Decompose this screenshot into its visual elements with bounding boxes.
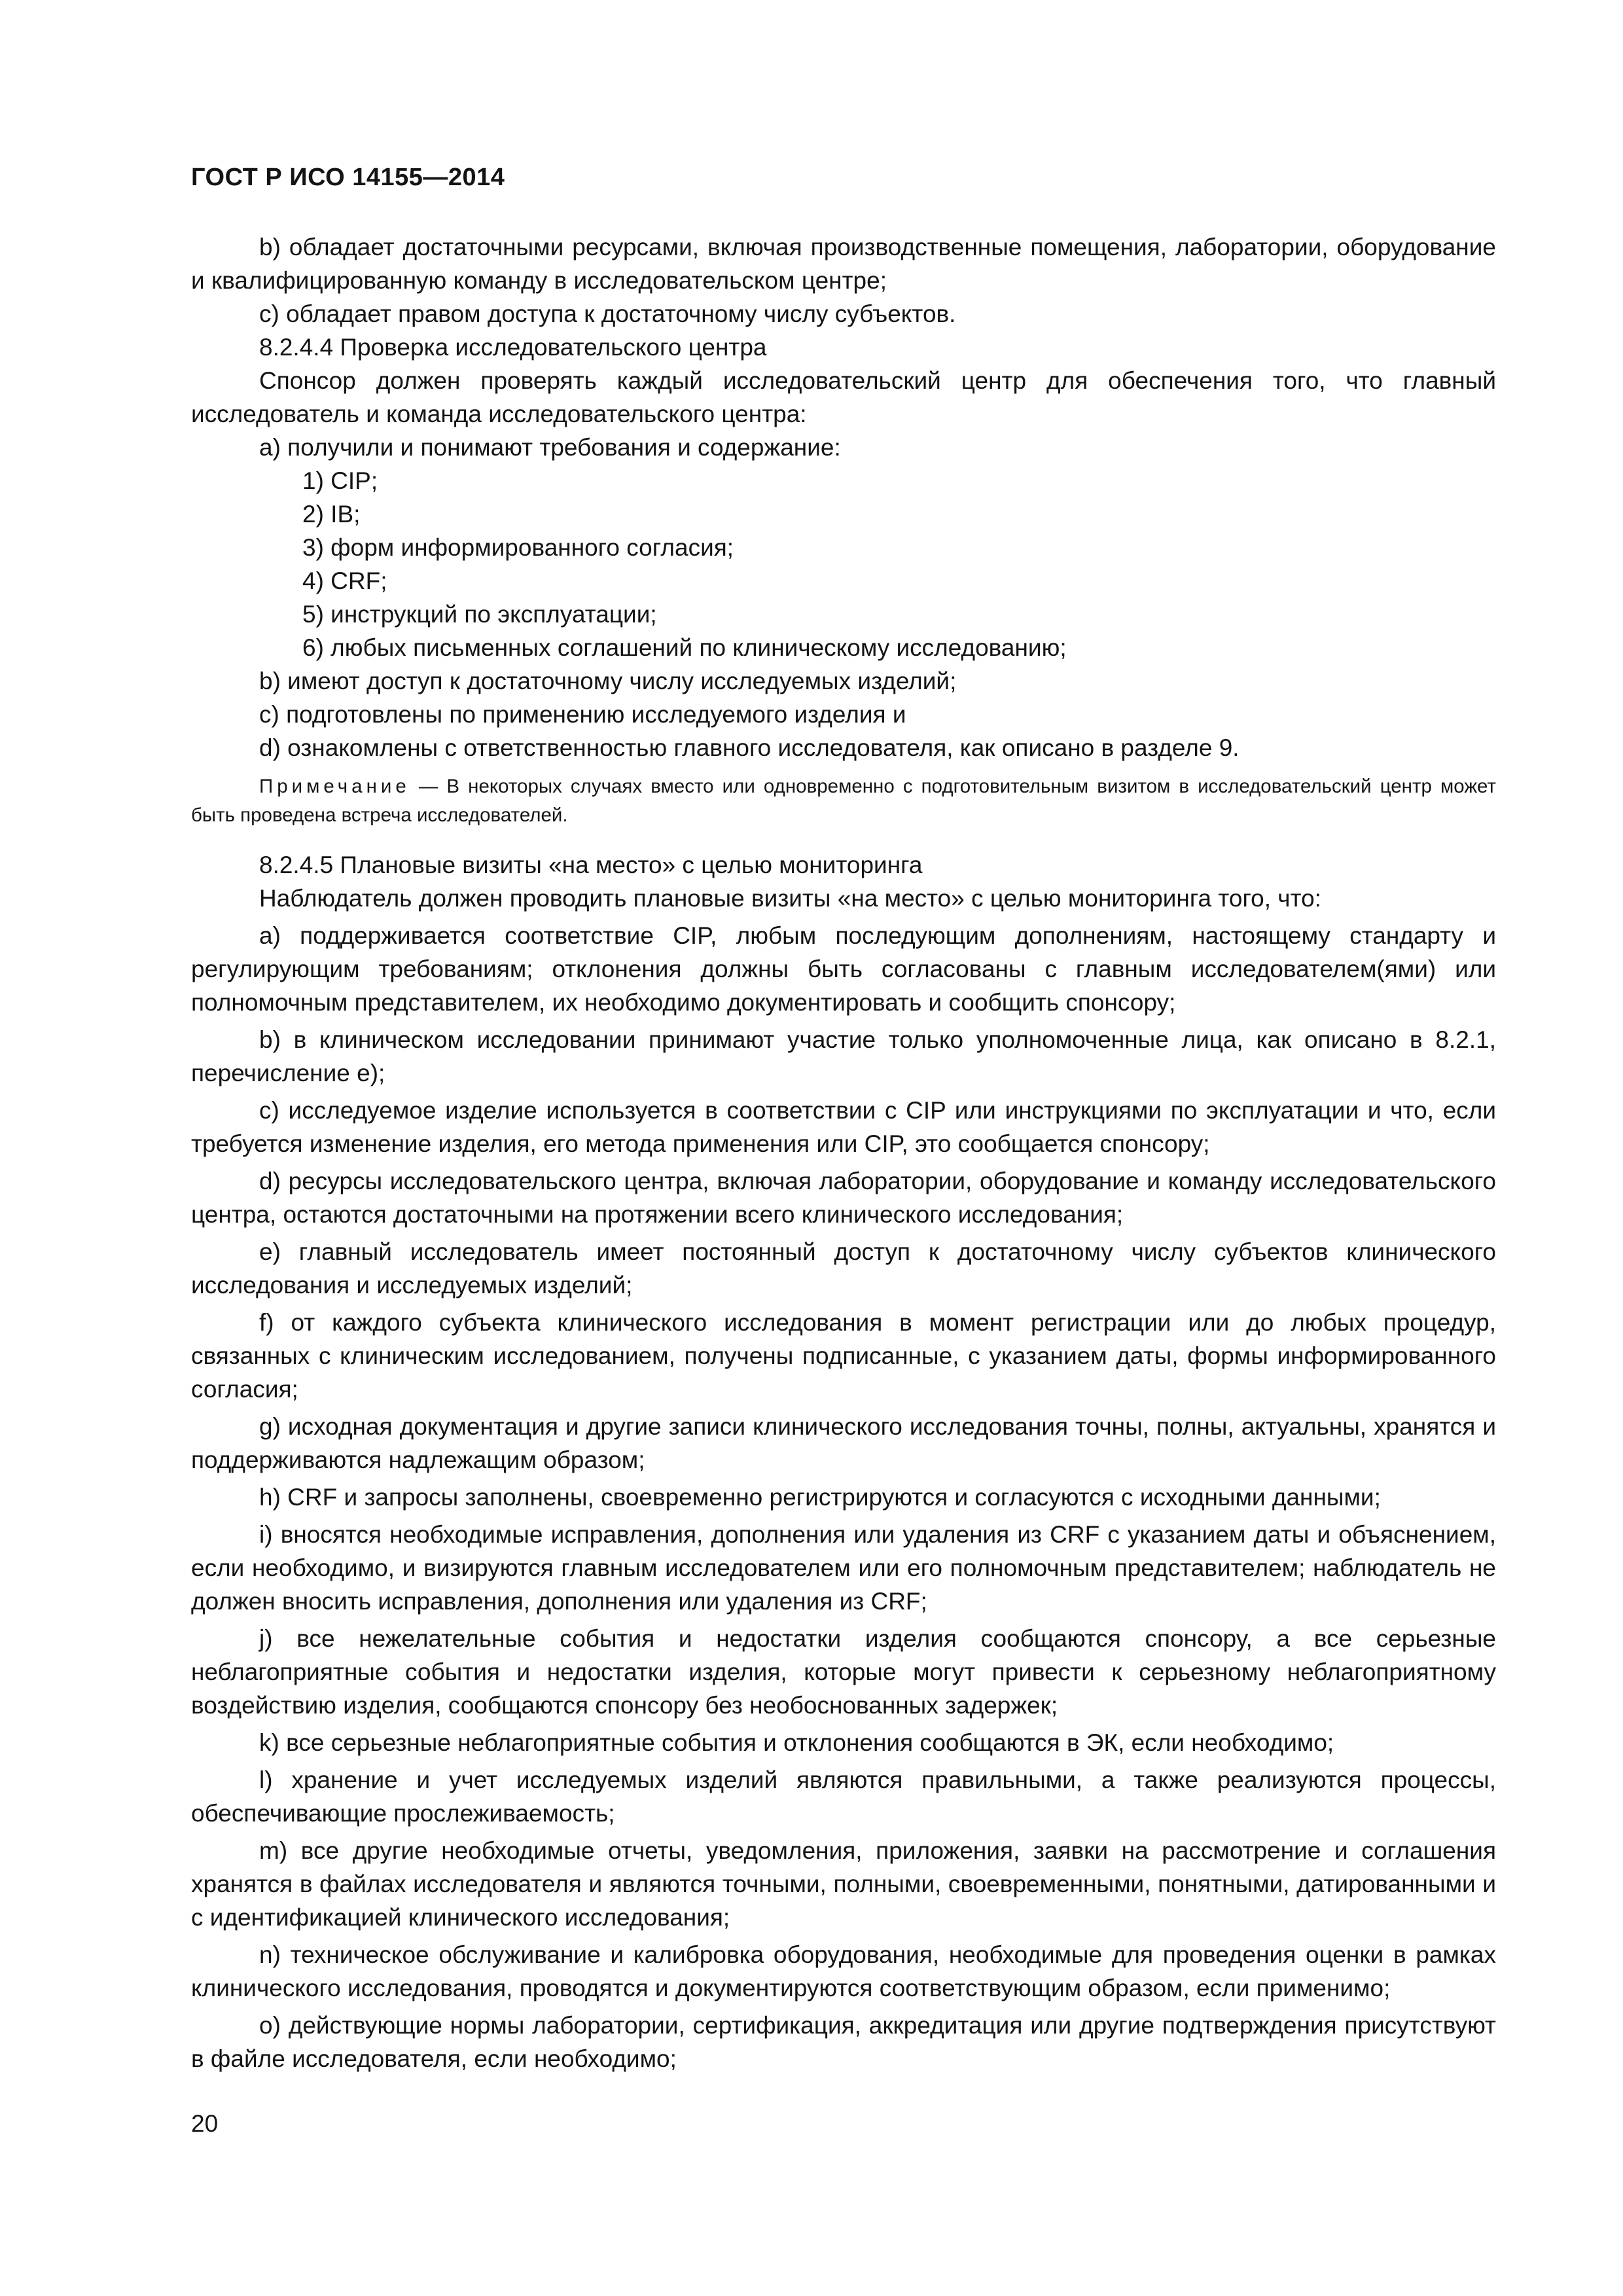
paragraph: Наблюдатель должен проводить плановые визиты «на место» с целью мониторинга того, что: bbox=[259, 885, 1321, 912]
document-body bbox=[191, 230, 1496, 2075]
page-number: 20 bbox=[191, 2110, 219, 2137]
paragraph: b) обладает достаточными ресурсами, включая производственные помещения, лаборатории, оборудование и квалифицированную команду в исследовательском центре; bbox=[191, 234, 1496, 294]
list-item: n) техническое обслуживание и калибровка оборудования, необходимые для проведения оценки в рамках клинического исследования, проводятся и документируются соответствующим образом, если применимо; bbox=[191, 1941, 1496, 2001]
list-item: k) все серьезные неблагоприятные события и отклонения сообщаются в ЭК, если необходимо; bbox=[259, 1729, 1334, 1756]
list-item: d) ознакомлены с ответственностью главного исследователя, как описано в разделе 9. bbox=[259, 734, 1240, 761]
list-item: c) подготовлены по применению исследуемого изделия и bbox=[259, 701, 906, 728]
list-item: o) действующие нормы лаборатории, сертификация, аккредитация или другие подтверждения присутствуют в файле исследователя, если необходимо; bbox=[191, 2012, 1496, 2072]
sub-list-item: 4) CRF; bbox=[302, 567, 387, 594]
list-item: d) ресурсы исследовательского центра, включая лаборатории, оборудование и команду исследовательского центра, остаются достаточными на протяжении всего клинического исследования; bbox=[191, 1168, 1496, 1228]
sub-list-item: 5) инструкций по эксплуатации; bbox=[302, 601, 657, 628]
section-heading: 8.2.4.4 Проверка исследовательского центра bbox=[259, 334, 767, 361]
list-item: m) все другие необходимые отчеты, уведомления, приложения, заявки на рассмотрение и соглашения хранятся в файлах исследователя и являются точными, полными, своевременными, понятными, датированными и с идентификацией клинического исследования; bbox=[191, 1837, 1496, 1931]
list-item: g) исходная документация и другие записи клинического исследования точны, полны, актуальны, хранятся и поддерживаются надлежащим образом; bbox=[191, 1413, 1496, 1473]
list-item: c) исследуемое изделие используется в соответствии с CIP или инструкциями по эксплуатации и что, если требуется изменение изделия, его метода применения или CIP, это сообщается спонсору; bbox=[191, 1097, 1496, 1157]
list-item: e) главный исследователь имеет постоянный доступ к достаточному числу субъектов клинического исследования и исследуемых изделий; bbox=[191, 1238, 1496, 1299]
paragraph: Спонсор должен проверять каждый исследовательский центр для обеспечения того, что главный исследователь и команда исследовательского центра: bbox=[191, 367, 1496, 427]
standard-designation: ГОСТ Р ИСО 14155—2014 bbox=[191, 164, 505, 191]
note-text: — В некоторых случаях вместо или одновременно с подготовительным визитом в исследовательский центр может быть проведена встреча исследователей. bbox=[191, 776, 1496, 826]
list-item: l) хранение и учет исследуемых изделий являются правильными, а также реализуются процессы, обеспечивающие прослеживаемость; bbox=[191, 1767, 1496, 1827]
note-label: Примечание bbox=[259, 776, 410, 797]
sub-list-item: 3) форм информированного согласия; bbox=[302, 534, 734, 561]
paragraph: c) обладает правом доступа к достаточному числу субъектов. bbox=[259, 300, 956, 327]
note bbox=[191, 772, 1496, 830]
list-item: i) вносятся необходимые исправления, дополнения или удаления из CRF с указанием даты и объяснением, если необходимо, и визируются главным исследователем или его полномочным представителем; наблюдатель не должен вносить исправления, дополнения или удаления из CRF; bbox=[191, 1521, 1496, 1615]
list-item: a) получили и понимают требования и содержание: bbox=[259, 434, 841, 461]
sub-list-item: 1) CIP; bbox=[302, 467, 378, 494]
list-item: f) от каждого субъекта клинического исследования в момент регистрации или до любых процедур, связанных с клиническим исследованием, получены подписанные, с указанием даты, формы информированного согласия; bbox=[191, 1309, 1496, 1403]
list-item: h) CRF и запросы заполнены, своевременно регистрируются и согласуются с исходными данными; bbox=[259, 1484, 1381, 1511]
list-item: b) имеют доступ к достаточному числу исследуемых изделий; bbox=[259, 668, 957, 694]
sub-list-item: 2) IB; bbox=[302, 501, 361, 528]
list-item: j) все нежелательные события и недостатки изделия сообщаются спонсору, а все серьезные неблагоприятные события и недостатки изделия, которые могут привести к серьезному неблагоприятному воздействию изделия, сообщаются спонсору без необоснованных задержек; bbox=[191, 1625, 1496, 1719]
list-item: b) в клиническом исследовании принимают участие только уполномоченные лица, как описано в 8.2.1, перечисление e); bbox=[191, 1026, 1496, 1086]
list-item: a) поддерживается соответствие CIP, любым последующим дополнениям, настоящему стандарту и регулирующим требованиям; отклонения должны быть согласованы с главным исследователем(ями) или полномочным представителем, их необходимо документировать и сообщить спонсору; bbox=[191, 922, 1496, 1016]
sub-list-item: 6) любых письменных соглашений по клиническому исследованию; bbox=[302, 634, 1067, 661]
section-heading: 8.2.4.5 Плановые визиты «на место» с целью мониторинга bbox=[259, 852, 923, 878]
